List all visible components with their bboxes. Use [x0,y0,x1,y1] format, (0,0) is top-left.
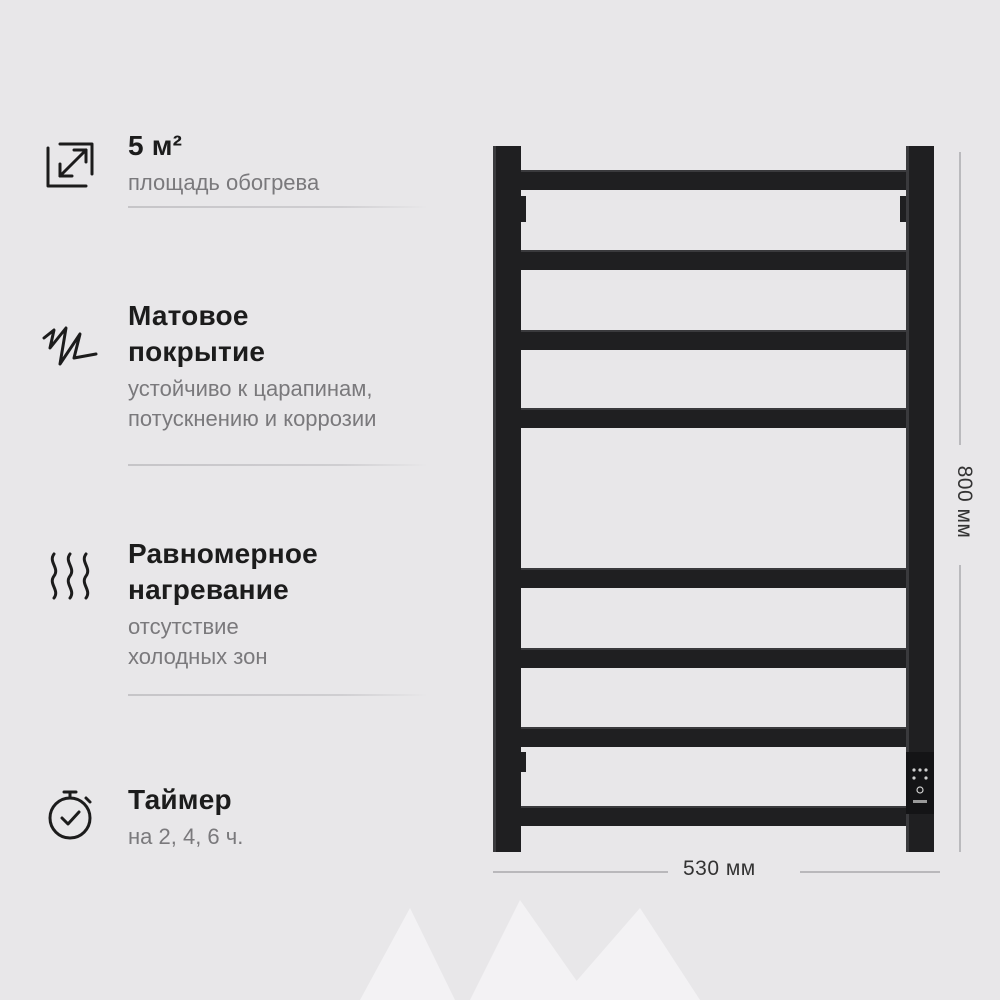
feature-title: Таймер [128,784,232,815]
feature-description: площадь обогрева [128,170,320,195]
feature-title: Матовое покрытие [128,300,266,367]
feature-description: отсутствие холодных зон [128,614,268,669]
height-dimension-label: 800 мм [953,465,976,539]
control-unit [906,752,934,814]
wall-brackets [516,196,910,772]
feature-description: на 2, 4, 6 ч. [128,824,244,849]
feature-title: Равномерное нагревание [128,538,318,605]
feature-title: 5 м² [128,130,183,161]
feature-description: устойчиво к царапинам, потускнению и коррозии [128,376,377,431]
width-dimension-label: 530 мм [683,857,756,880]
watermark-logo [360,900,700,1000]
